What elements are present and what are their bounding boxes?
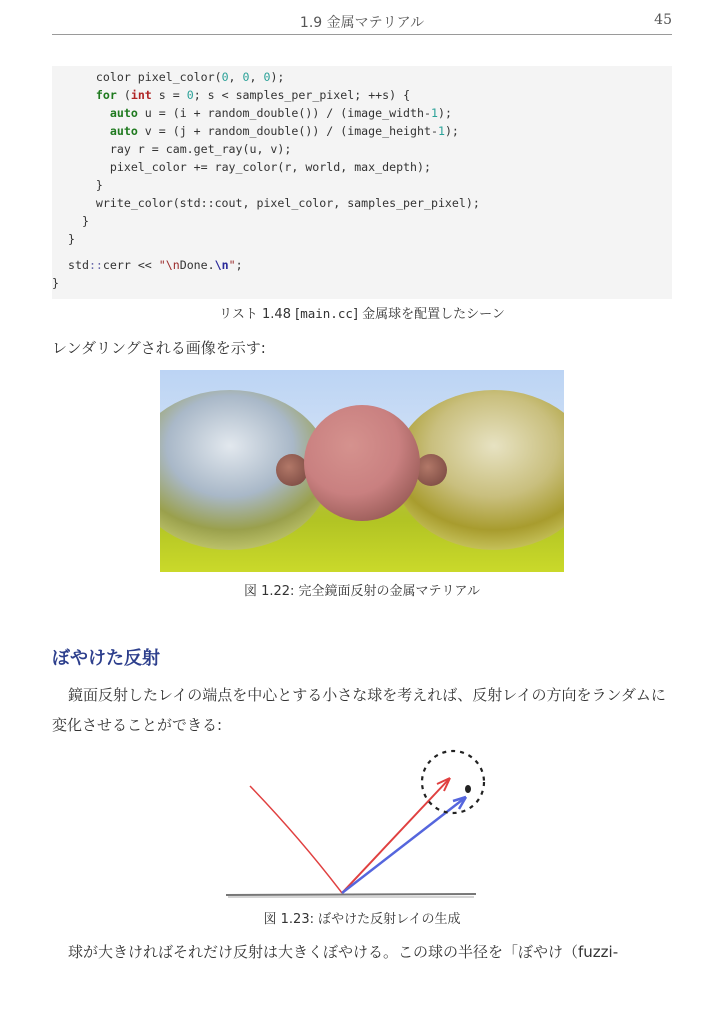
- code-indent: [68, 214, 82, 228]
- code-token: ::: [88, 258, 103, 272]
- code-indent: [68, 88, 96, 102]
- page-header: [52, 10, 672, 35]
- code-token: int: [130, 88, 152, 102]
- code-indent: [68, 124, 110, 138]
- code-token: 0: [221, 70, 229, 84]
- code-token: }: [52, 276, 59, 290]
- code-token: s =: [151, 88, 187, 102]
- code-token: 0: [242, 70, 250, 84]
- listing-caption-suffix: ] 金属球を配置したシーン: [352, 307, 505, 322]
- code-line: [68, 158, 431, 176]
- code-token: ": [228, 258, 236, 272]
- listing-caption: [52, 303, 672, 322]
- code-token: );: [437, 106, 452, 120]
- code-indent: [68, 106, 110, 120]
- code-line: [52, 274, 59, 292]
- code-token: "\n: [158, 258, 180, 272]
- code-line: [68, 194, 480, 212]
- surface-line: [226, 894, 476, 895]
- code-token: 1: [430, 106, 438, 120]
- code-line: [68, 140, 291, 158]
- code-token: }: [95, 178, 103, 192]
- code-token: (: [116, 88, 131, 102]
- code-token: pixel_color += ray_color(r, world, max_depth);: [109, 160, 431, 174]
- code-token: );: [444, 124, 459, 138]
- code-indent: [68, 142, 110, 156]
- listing-caption-filename: main.cc: [300, 306, 353, 321]
- figure-1-22-caption: 図 1.22: 完全鏡面反射の金属マテリアル: [243, 584, 481, 599]
- code-token: 1: [437, 124, 445, 138]
- code-token: );: [270, 70, 285, 84]
- code-token: auto: [109, 124, 138, 138]
- code-indent: [68, 70, 96, 84]
- code-token: color pixel_color(: [95, 70, 222, 84]
- fuzzy-reflection-diagram: [220, 748, 500, 900]
- code-indent: [68, 178, 96, 192]
- code-token: ; s < samples_per_pixel; ++s) {: [193, 88, 411, 102]
- code-token: ,: [249, 70, 264, 84]
- code-token: \n: [214, 258, 229, 272]
- code-token: ;: [235, 258, 243, 272]
- figure-1-23-caption: 図 1.23: ぼやけた反射レイの生成: [263, 912, 461, 927]
- code-token: v = (j + random_double()) / (image_height-: [137, 124, 438, 138]
- code-indent: [68, 160, 110, 174]
- code-token: 0: [186, 88, 194, 102]
- code-token: write_color(std::cout, pixel_color, samples_per_pixel);: [95, 196, 480, 210]
- code-token: 0: [263, 70, 271, 84]
- code-token: Done.: [179, 258, 215, 272]
- code-token: }: [68, 232, 75, 246]
- running-title: 1.9 金属マテリアル: [299, 15, 425, 31]
- reflected-ray: [342, 778, 450, 893]
- section-paragraph-1: 鏡面反射したレイの端点を中心とする小さな球を考えれば、反射レイの方向をランダムに変化させることができる:: [52, 686, 666, 734]
- code-indent: [68, 196, 96, 210]
- code-token: }: [81, 214, 89, 228]
- code-token: u = (i + random_double()) / (image_width-: [137, 106, 431, 120]
- rendered-metal-spheres-image: [160, 370, 564, 572]
- page-number: 45: [654, 12, 672, 28]
- incident-ray: [250, 786, 342, 893]
- code-line: [68, 176, 103, 194]
- code-token: ray r = cam.get_ray(u, v);: [109, 142, 292, 156]
- code-token: cerr <<: [102, 258, 159, 272]
- intro-text: レンダリングされる画像を示す:: [52, 339, 266, 357]
- code-line: [68, 230, 75, 248]
- code-line: [68, 86, 410, 104]
- random-point-dot: [465, 785, 471, 793]
- code-token: std: [68, 258, 89, 272]
- code-token: for: [95, 88, 117, 102]
- code-line: [68, 256, 243, 274]
- code-listing: [52, 66, 672, 299]
- code-line: [68, 68, 284, 86]
- code-token: ,: [228, 70, 243, 84]
- code-line: [68, 122, 459, 140]
- code-line: [68, 212, 89, 230]
- code-line: [68, 104, 452, 122]
- listing-caption-prefix: リスト 1.48 [: [219, 307, 301, 322]
- fuzz-sphere-outline: [422, 751, 484, 813]
- section-paragraph-2: 球が大きければそれだけ反射は大きくぼやける。この球の半径を「ぼやけ（fuzzi-: [68, 943, 619, 961]
- section-heading: ぼやけた反射: [52, 648, 160, 669]
- code-token: auto: [109, 106, 138, 120]
